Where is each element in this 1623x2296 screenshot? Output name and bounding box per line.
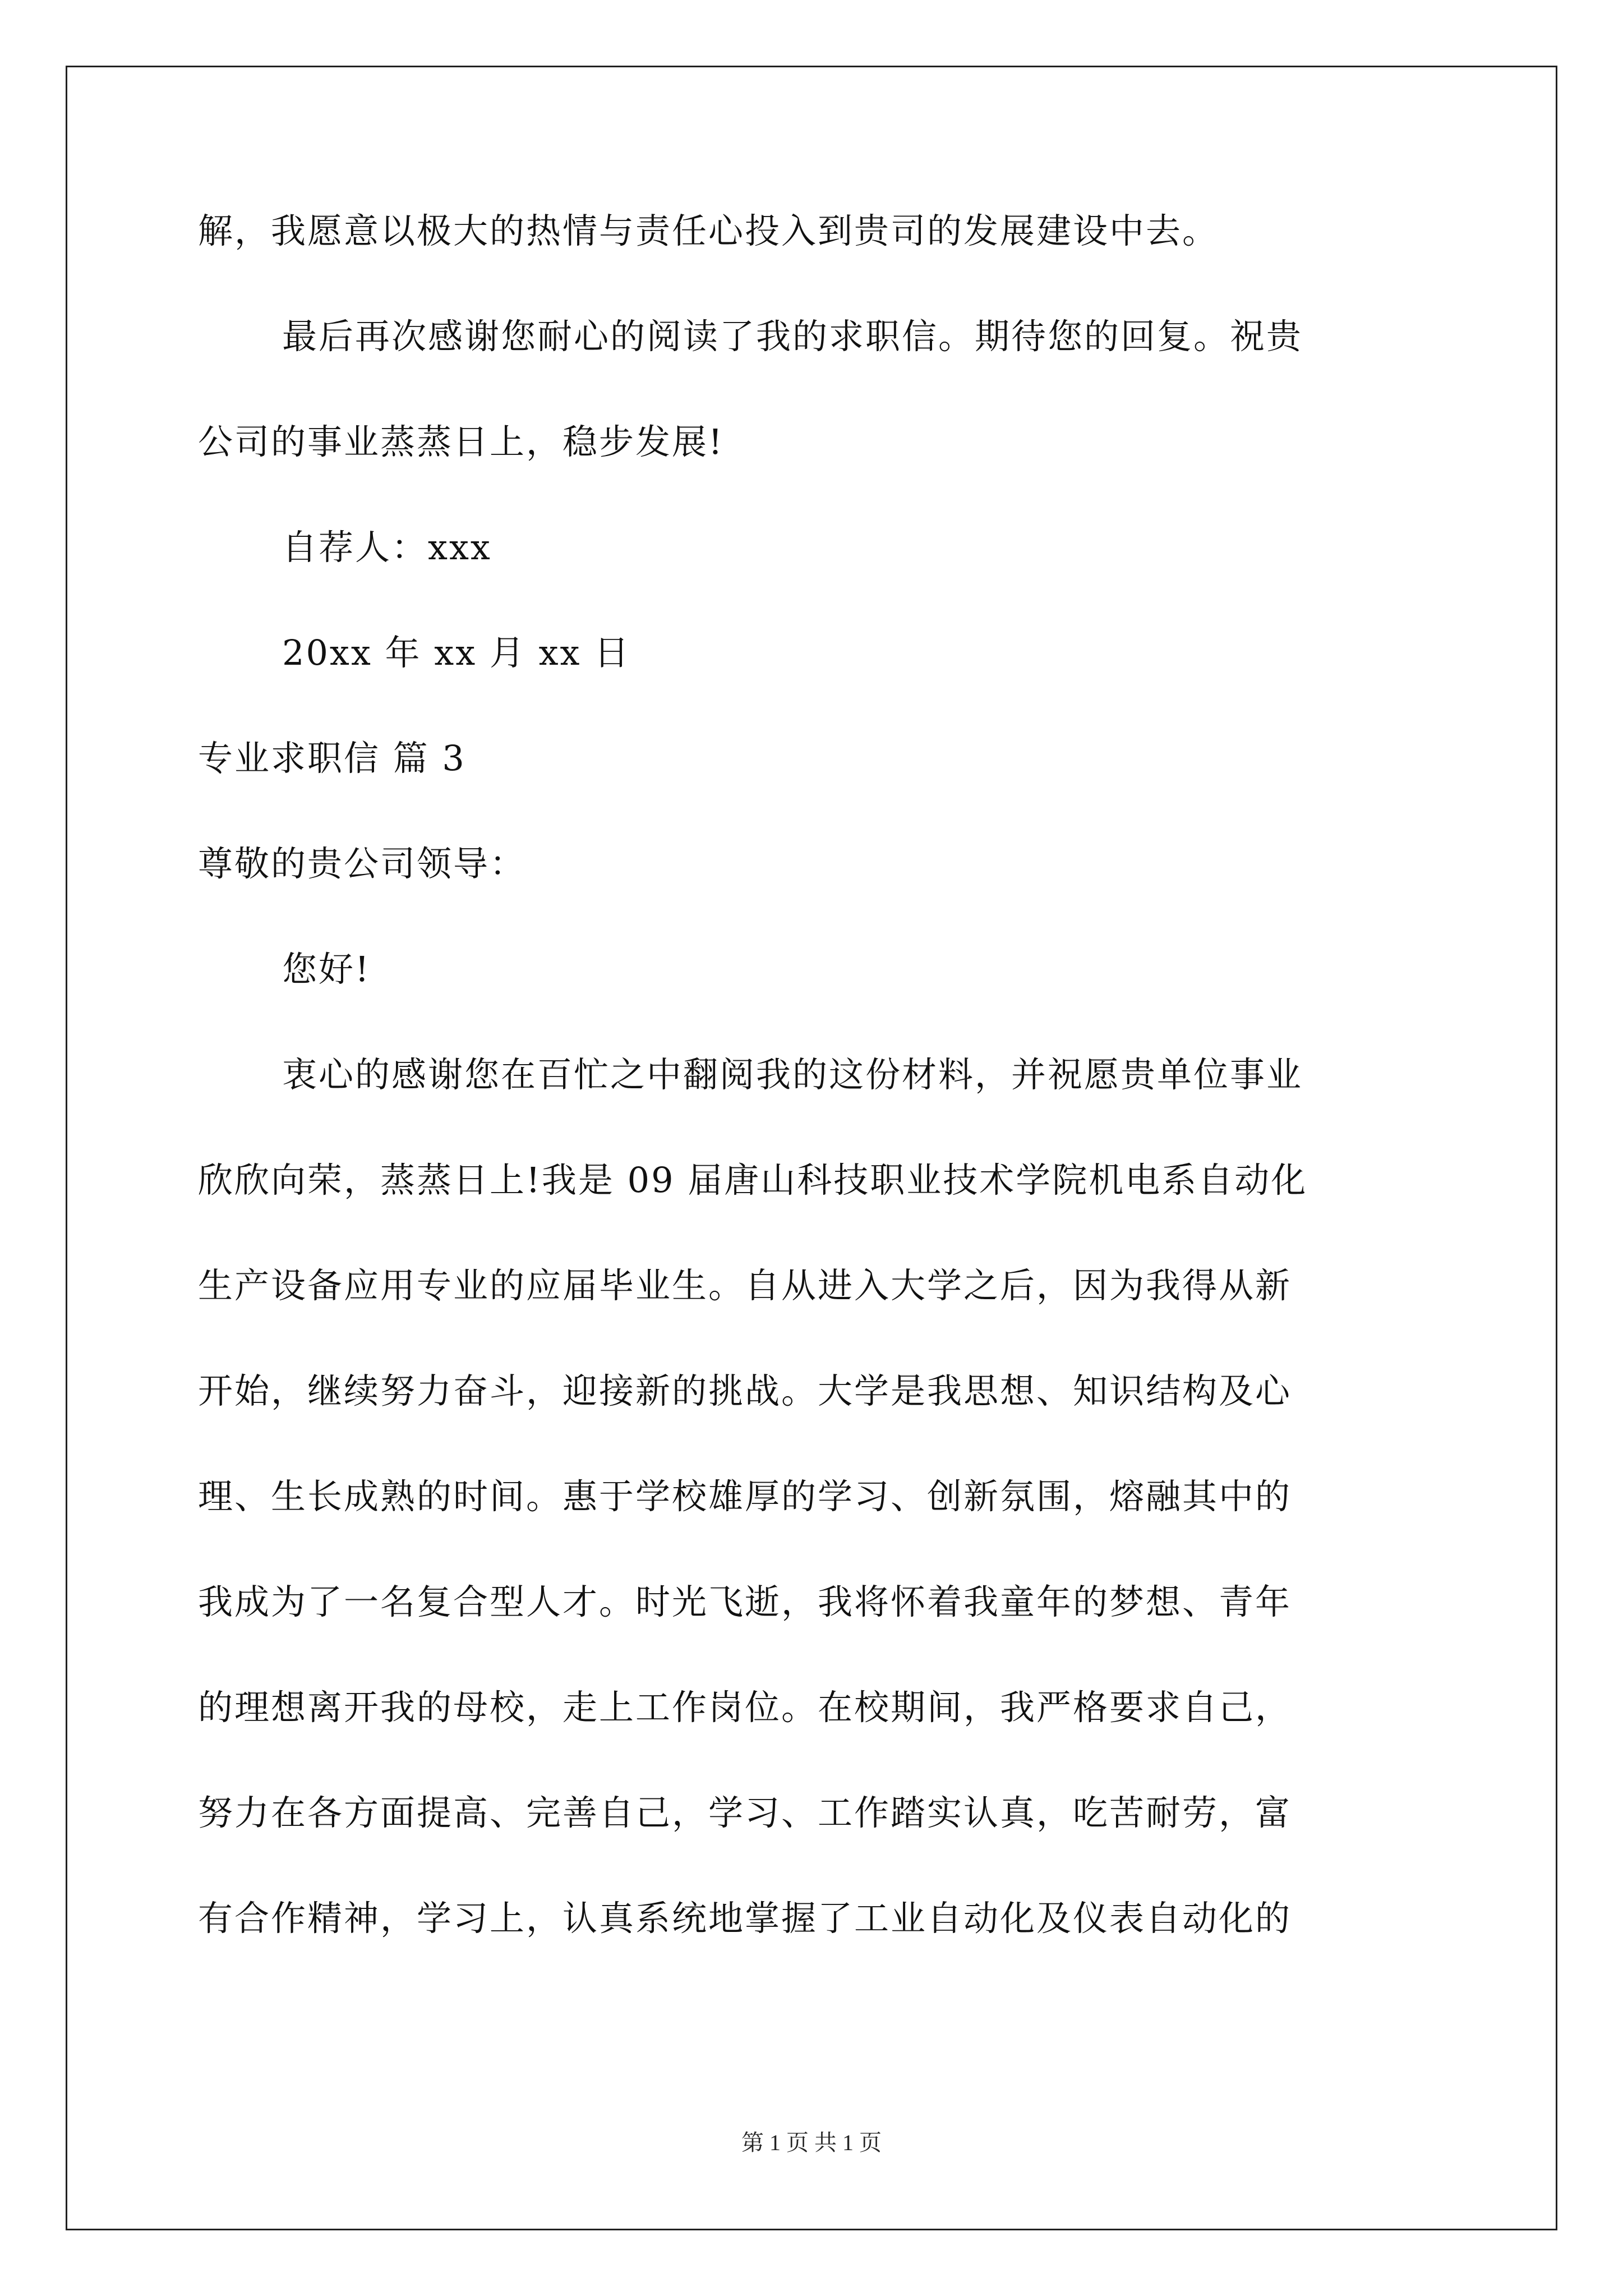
text-line: 的理想离开我的母校，走上工作岗位。在校期间，我严格要求自己， — [198, 1687, 1292, 1728]
text-line: 公司的事业蒸蒸日上，稳步发展! — [198, 421, 724, 462]
text-line: 欣欣向荣，蒸蒸日上!我是 09 届唐山科技职业技术学院机电系自动化 — [198, 1159, 1308, 1200]
section-heading: 专业求职信 篇 3 — [198, 738, 466, 779]
text-line: 开始，继续努力奋斗，迎接新的挑战。大学是我思想、知识结构及心 — [198, 1370, 1292, 1411]
text-line: 衷心的感谢您在百忙之中翻阅我的这份材料，并祝愿贵单位事业 — [282, 1054, 1303, 1095]
greeting: 您好! — [282, 949, 371, 990]
page-footer: 第 1 页 共 1 页 — [741, 2130, 882, 2155]
date-line: 20xx 年 xx 月 xx 日 — [282, 632, 631, 673]
text-line: 努力在各方面提高、完善自己，学习、工作踏实认真，吃苦耐劳，富 — [198, 1792, 1292, 1833]
text-line: 我成为了一名复合型人才。时光飞逝，我将怀着我童年的梦想、青年 — [198, 1581, 1292, 1622]
text-line: 解，我愿意以极大的热情与责任心投入到贵司的发展建设中去。 — [198, 210, 1219, 251]
text-line: 有合作精神，学习上，认真系统地掌握了工业自动化及仪表自动化的 — [198, 1898, 1292, 1939]
text-line: 理、生长成熟的时间。惠于学校雄厚的学习、创新氛围，熔融其中的 — [198, 1476, 1292, 1517]
signature-line: 自荐人：xxx — [282, 527, 492, 568]
salutation: 尊敬的贵公司领导： — [198, 843, 527, 884]
text-line: 最后再次感谢您耐心的阅读了我的求职信。期待您的回复。祝贵 — [282, 316, 1303, 357]
text-line: 生产设备应用专业的应届毕业生。自从进入大学之后，因为我得从新 — [198, 1265, 1292, 1306]
